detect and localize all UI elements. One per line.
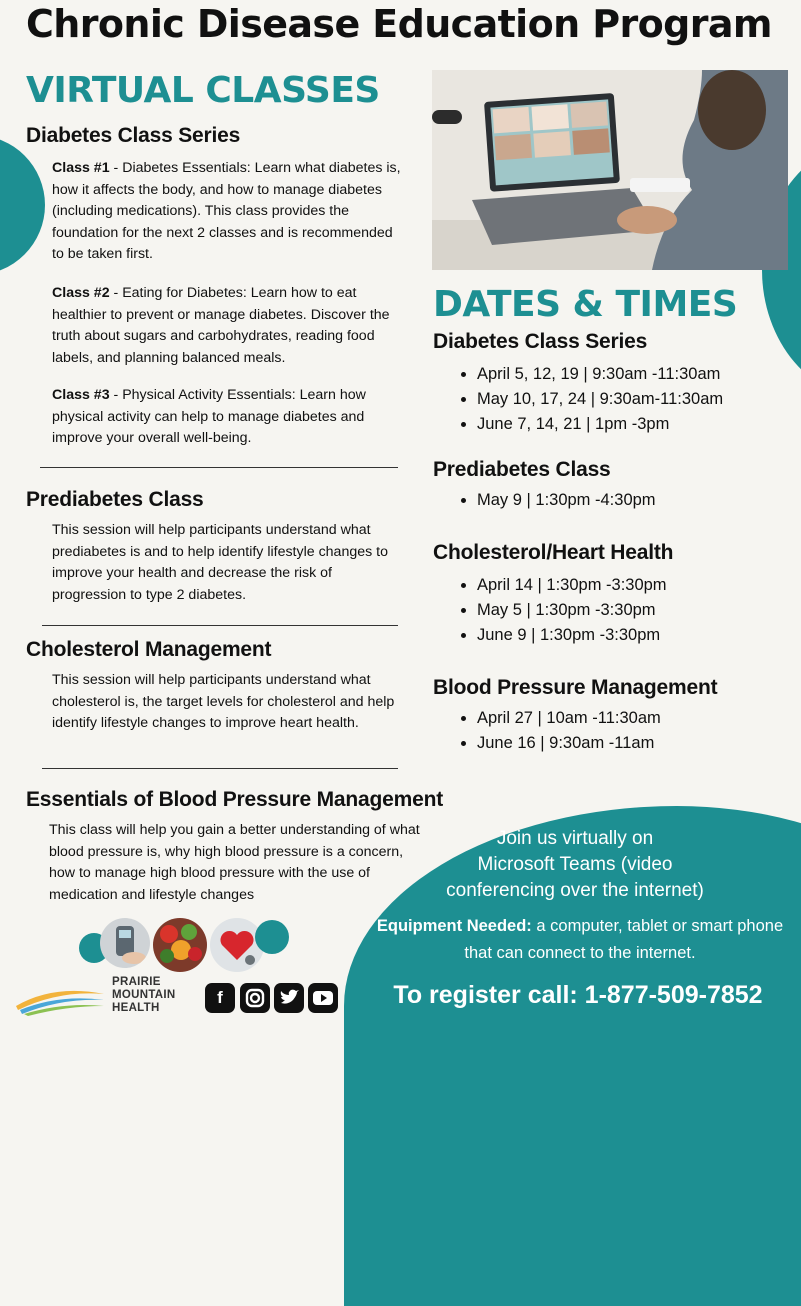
prediabetes-description: This session will help participants understand what prediabetes is and to help identify lifestyle changes to improve your health and decrease the risk of progression to type 2 diabetes.	[52, 522, 388, 603]
video-call-photo	[432, 70, 788, 270]
list-item: • April 27 | 10am -11:30am	[477, 706, 661, 731]
dates-blood-pressure-heading: Blood Pressure Management	[433, 676, 718, 699]
join-text	[410, 826, 740, 904]
divider	[40, 467, 398, 468]
dates-prediabetes-list	[433, 488, 656, 513]
dates-cholesterol-list	[433, 573, 667, 648]
blood-pressure-description: This class will help you gain a better understanding of what blood pressure is, why high blood pressure is a concern, how to manage high blood pressure with the use of medication and lifestyle changes	[49, 822, 420, 903]
list-item: • June 9 | 1:30pm -3:30pm	[477, 623, 667, 648]
prairie-mountain-health-logo	[14, 976, 204, 1020]
equipment-text	[366, 913, 794, 967]
list-item: • April 5, 12, 19 | 9:30am -11:30am	[477, 362, 723, 387]
class-3-text: - Physical Activity Essentials: Learn how physical activity can help to manage diabetes and improve your overall well-being.	[52, 387, 366, 446]
logo-line-1: PRAIRIE	[112, 976, 161, 988]
class-3-description	[52, 385, 407, 450]
class-1-description	[52, 158, 407, 266]
list-item: • May 10, 17, 24 | 9:30am-11:30am	[477, 387, 723, 412]
facebook-icon[interactable]: f	[205, 983, 235, 1013]
virtual-classes-heading: VIRTUAL CLASSES	[26, 70, 380, 111]
decor-dot	[255, 920, 289, 954]
equipment-label: Equipment Needed:	[376, 917, 532, 935]
dates-diabetes-heading: Diabetes Class Series	[433, 330, 648, 353]
dates-cholesterol-heading: Cholesterol/Heart Health	[433, 541, 674, 564]
list-item: • May 9 | 1:30pm -4:30pm	[477, 488, 656, 513]
decor-circle-left	[0, 135, 45, 275]
list-item: • May 5 | 1:30pm -3:30pm	[477, 598, 667, 623]
class-1-label: Class #1	[52, 160, 110, 176]
diabetes-series-heading: Diabetes Class Series	[26, 124, 241, 147]
class-1-text: - Diabetes Essentials: Learn what diabetes is, how it affects the body, and how to manage diabetes (including medications). This class provides the foundation for the next 2 classes and is recommended to be taken first.	[52, 160, 401, 262]
prediabetes-heading: Prediabetes Class	[26, 488, 204, 511]
list-item: • June 16 | 9:30am -11am	[477, 731, 661, 756]
cholesterol-description: This session will help participants understand what cholesterol is, the target levels for cholesterol and help identify lifestyle changes to improve heart health.	[52, 672, 395, 731]
dates-diabetes-list	[433, 362, 723, 437]
logo-line-2: MOUNTAIN	[112, 989, 176, 1001]
glucose-meter-image	[100, 918, 150, 968]
join-line-2: Microsoft Teams (video	[477, 854, 673, 875]
dates-prediabetes-heading: Prediabetes Class	[433, 458, 611, 481]
class-2-label: Class #2	[52, 285, 110, 301]
equipment-description: a computer, tablet or smart phone that can connect to the internet.	[464, 917, 784, 962]
register-phone[interactable]: To register call: 1-877-509-7852	[393, 981, 763, 1009]
dates-blood-pressure-list	[433, 706, 661, 756]
class-3-label: Class #3	[52, 387, 110, 403]
cholesterol-heading: Cholesterol Management	[26, 638, 272, 661]
class-2-description	[52, 283, 407, 369]
heart-stethoscope-image	[210, 918, 264, 972]
vegetables-image	[153, 918, 207, 972]
divider	[42, 625, 398, 626]
blood-pressure-heading: Essentials of Blood Pressure Management	[26, 788, 443, 811]
logo-mark-icon	[14, 976, 106, 1016]
dates-times-heading: DATES & TIMES	[433, 284, 738, 325]
instagram-icon[interactable]	[240, 983, 270, 1013]
divider	[42, 768, 398, 769]
join-line-1: Join us virtually on	[496, 828, 654, 849]
twitter-icon[interactable]	[274, 983, 304, 1013]
join-line-3: conferencing over the internet)	[446, 880, 704, 901]
logo-line-3: HEALTH	[112, 1002, 160, 1014]
list-item: • April 14 | 1:30pm -3:30pm	[477, 573, 667, 598]
youtube-icon[interactable]	[308, 983, 338, 1013]
page-title: Chronic Disease Education Program	[26, 2, 772, 46]
list-item: • June 7, 14, 21 | 1pm -3pm	[477, 412, 723, 437]
class-2-text: - Eating for Diabetes: Learn how to eat healthier to prevent or manage diabetes. Discover the truth about sugars and carbohydrates, reading food labels, and planning balanced meals.	[52, 285, 390, 366]
